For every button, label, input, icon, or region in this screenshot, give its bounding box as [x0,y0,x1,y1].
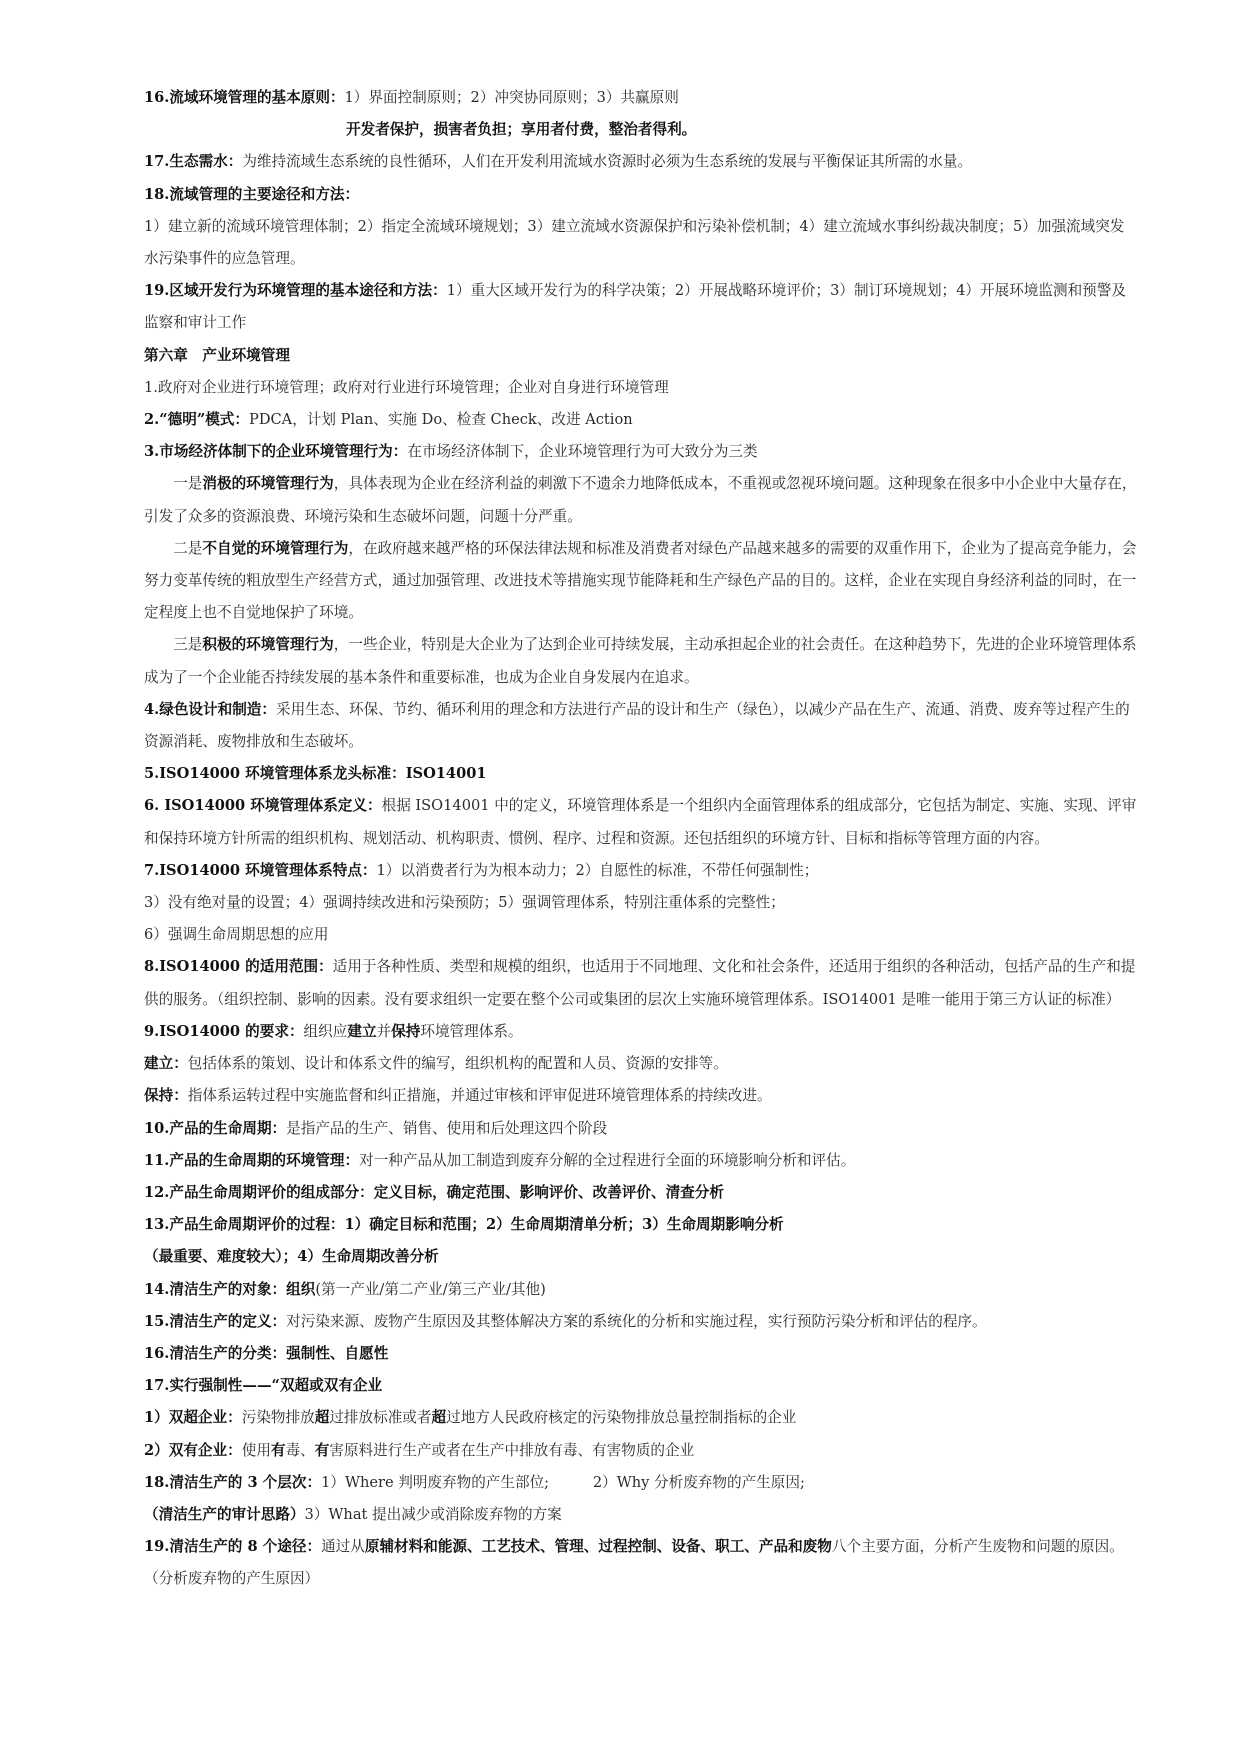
ch6-item-18-text: 1）Where 判明废弃物的产生部位; 2）Why 分析废弃物的产生原因; [321,1473,805,1491]
ch6-item-6-text: 根据 ISO14001 中的定义，环境管理体系是一个组织内全面管理体系的组成部分，它包括为制定、实施、实现、评审和保持环境方针所需的组织机构、规划活动、机构职责、惯例、程序、过程和资源。还包括组织的环境方针、目标和指标等管理方面的内容。 [144,797,1137,847]
ch6-item-10-life-cycle [144,1113,1138,1145]
double-exceed-label: 1）双超企业： [144,1409,242,1427]
iso-features-text-3: 6）强调生命周期思想的应用 [144,926,329,944]
ch6-item-12-heading: 12.产品生命周期评价的组成部分：定义目标，确定范围、影响评价、改善评价、清查分析 [144,1183,724,1201]
ch6-item-17-mandatory [144,1370,1138,1402]
ch6-item-10-heading: 10.产品的生命周期： [144,1119,287,1137]
ch6-item-1 [144,372,1138,404]
double-exceed-bold-1: 超 [314,1409,330,1427]
cp-audit-approach [144,1499,1138,1531]
ch6-item-12-lca-components [144,1177,1138,1209]
heading-17: 17.生态需水： [144,153,243,171]
req-text-2: 并 [376,1022,392,1040]
chapter-heading: 第六章 产业环境管理 [144,346,290,364]
ch6-item-18-cp-levels [144,1467,1138,1499]
ch6-item-15-heading: 15.清洁生产的定义： [144,1312,287,1330]
ch6-item-3-behaviour [144,436,1138,468]
section-18-basin-methods [144,179,1138,211]
cp-audit-label: （清洁生产的审计思路） [144,1505,305,1523]
unconscious-text: ，在政府越来越严格的环保法律法规和标准及消费者对绿色产品越来越多的需要的双重作用下，企业为了提高竞争能力，会努力变革传统的粗放型生产经营方式，通过加强管理、改进技术等措施实现节能降耗和生产绿色产品的目的。这样，企业在实现自身经济利益的同时，在一定程度上也不自觉地保护了环境。 [144,539,1137,622]
ch6-item-7-iso-features [144,855,1138,887]
ch6-item-2-heading: 2.“德明”模式： [144,411,249,429]
double-toxic-text-2: 毒、 [285,1441,315,1459]
heading-19: 19.区域开发行为环境管理的基本途径和方法： [144,282,447,300]
section-19-regional-dev [144,275,1138,339]
principle-slogan [144,114,1138,146]
ch6-item-11-lifecycle-mgmt [144,1145,1138,1177]
text-16: 1）界面控制原则；2）冲突协同原则；3）共赢原则 [344,89,679,106]
active-text: ，一些企业，特别是大企业为了达到企业可持续发展，主动承担起企业的社会责任。在这种趋势下，先进的企业环境管理体系成为了一个企业能否持续发展的基本条件和重要标准，也成为企业自身发展内在追求。 [144,636,1137,686]
double-exceed-enterprise [144,1402,1138,1434]
passive-text: ，具体表现为企业在经济利益的刺激下不遗余力地降低成本，不重视或忽视环境问题。这种现象在很多中小企业中大量存在，引发了众多的资源浪费、环境污染和生态破坏问题，问题十分严重。 [144,475,1137,525]
lca-process-continued [144,1241,1138,1273]
ch6-item-16-cp-types [144,1338,1138,1370]
ch6-item-3-text: 在市场经济体制下，企业环境管理行为可大致分为三类 [407,443,758,461]
ch6-item-14-cp-object [144,1274,1138,1306]
iso-features-line-3 [144,919,1138,951]
iso-features-line-2 [144,887,1138,919]
heading-16: 16.流域环境管理的基本原则： [144,89,345,106]
passive-term: 消极的环境管理行为 [202,475,334,493]
ch6-item-2-deming [144,404,1138,436]
double-toxic-bold-2: 有 [314,1441,330,1459]
document-page [144,82,1138,1596]
double-exceed-text-3: 过地方人民政府核定的污染物排放总量控制指标的企业 [446,1409,797,1427]
establish-text: 包括体系的策划、设计和体系文件的编写，组织机构的配置和人员、资源的安排等。 [187,1055,728,1073]
ch6-item-15-text: 对污染来源、废物产生原因及其整体解决方案的系统化的分析和实施过程，实行预防污染分析和评估的程序。 [286,1312,987,1330]
ch6-item-4-green-design [144,694,1138,758]
cp-routes-bold: 原辅材料和能源、工艺技术、管理、过程控制、设备、职工、产品和废物 [364,1538,832,1556]
establish-definition [144,1048,1138,1080]
double-exceed-text-2: 过排放标准或者 [329,1409,432,1427]
ch6-item-8-heading: 8.ISO14000 的适用范围： [144,958,333,976]
text-19: 1）重大区域开发行为的科学决策；2）开展战略环境评价；3）制订环境规划；4）开展环境监测和预警及监察和审计工作 [144,282,1126,332]
behaviour-active [144,629,1138,693]
behaviour-passive [144,468,1138,532]
ch6-item-19-heading: 19.清洁生产的 8 个途径： [144,1538,322,1556]
iso-features-text-2: 3）没有绝对量的设置；4）强调持续改进和污染预防；5）强调管理体系，特别注重体系的完整性； [144,894,785,912]
ch6-item-4-text: 采用生态、环保、节约、循环利用的理念和方法进行产品的设计和生产（绿色），以减少产品在生产、流通、消费、废弃等过程产生的资源消耗、废物排放和生态破坏。 [144,700,1130,751]
unconscious-term: 不自觉的环境管理行为 [202,539,349,557]
ch6-item-8-iso-scope [144,951,1138,1015]
ch6-item-1-text: 1.政府对企业进行环境管理；政府对行业进行环境管理；企业对自身进行环境管理 [144,378,669,396]
heading-18: 18.流域管理的主要途径和方法： [144,185,360,203]
ch6-item-13-lca-process [144,1209,1138,1241]
ch6-item-5-iso-standard [144,758,1138,790]
cp-routes-text-1: 通过从 [321,1538,365,1556]
ch6-item-3-heading: 3.市场经济体制下的企业环境管理行为： [144,443,408,461]
unconscious-prefix: 二是 [173,539,203,557]
double-exceed-text-1: 污染物排放 [241,1409,315,1427]
maintain-label: 保持： [144,1087,188,1105]
text-17: 为维持流域生态系统的良性循环，人们在开发利用流域水资源时必须为生态系统的发展与平衡保证其所需的水量。 [242,153,973,171]
req-text-3: 环境管理体系。 [420,1022,523,1040]
ch6-item-19-cp-routes [144,1531,1138,1595]
section-17-eco-water [144,146,1138,178]
double-toxic-label: 2）双有企业： [144,1441,242,1459]
ch6-item-7-heading: 7.ISO14000 环境管理体系特点： [144,861,377,879]
double-toxic-enterprise [144,1435,1138,1467]
ch6-item-7-text: 1）以消费者行为为根本动力；2）自愿性的标准，不带任何强制性； [376,861,819,879]
req-bold-establish: 建立 [347,1022,377,1040]
passive-prefix: 一是 [173,475,203,493]
section-16-basin-principles [144,82,1138,114]
section-18-items [144,211,1138,275]
maintain-definition [144,1080,1138,1112]
lca-process-cont-text: （最重要、难度较大）；4）生命周期改善分析 [144,1248,439,1266]
ch6-item-4-heading: 4.绿色设计和制造： [144,700,276,718]
double-toxic-text-1: 使用 [241,1441,271,1459]
req-text-1: 组织应 [303,1022,348,1040]
maintain-text: 指体系运转过程中实施监督和纠正措施，并通过审核和评审促进环境管理体系的持续改进。 [187,1087,772,1105]
cp-audit-text: 3）What 提出减少或消除废弃物的方案 [304,1505,562,1523]
ch6-item-16-heading: 16.清洁生产的分类：强制性、自愿性 [144,1344,389,1362]
chapter-6-title [144,340,1138,372]
ch6-item-11-text: 对一种产品从加工制造到废弃分解的全过程进行全面的环境影响分析和评估。 [359,1151,856,1169]
req-bold-maintain: 保持 [391,1022,421,1040]
double-exceed-bold-2: 超 [431,1409,447,1427]
ch6-item-9-iso-requirements [144,1016,1138,1048]
ch6-item-18-heading: 18.清洁生产的 3 个层次： [144,1473,322,1491]
behaviour-unconscious [144,533,1138,630]
ch6-item-6-heading: 6. ISO14000 环境管理体系定义： [144,797,382,815]
ch6-item-14-heading: 14.清洁生产的对象：组织 [144,1280,316,1298]
ch6-item-11-heading: 11.产品的生命周期的环境管理： [144,1151,360,1169]
double-toxic-text-3: 害原料进行生产或者在生产中排放有毒、有害物质的企业 [329,1441,695,1459]
ch6-item-17-heading: 17.实行强制性——“双超或双有企业 [144,1377,383,1395]
ch6-item-10-text: 是指产品的生产、销售、使用和后处理这四个阶段 [286,1119,608,1137]
ch6-item-5-heading: 5.ISO14000 环境管理体系龙头标准：ISO14001 [144,765,487,783]
slogan-text: 开发者保护，损害者负担；享用者付费，整治者得利。 [346,121,697,139]
ch6-item-6-iso-definition [144,790,1138,854]
ch6-item-9-heading: 9.ISO14000 的要求： [144,1022,304,1040]
establish-label: 建立： [144,1055,188,1073]
active-term: 积极的环境管理行为 [202,636,334,654]
text-18: 1）建立新的流域环境管理体制；2）指定全流域环境规划；3）建立流域水资源保护和污染补偿机制；4）建立流域水事纠纷裁决制度；5）加强流域突发水污染事件的应急管理。 [144,217,1125,268]
ch6-item-8-text: 适用于各种性质、类型和规模的组织，也适用于不同地理、文化和社会条件，还适用于组织的各种活动，包括产品的生产和提供的服务。（组织控制、影响的因素。没有要求组织一定要在整个公司或集团的层次上实施环境管理体系。ISO14001 是唯一能用于第三方认证的标准） [144,958,1136,1008]
ch6-item-2-text: PDCA，计划 Plan、实施 Do、检查 Check、改进 Action [249,411,633,429]
ch6-item-14-text: (第一产业/第二产业/第三产业/其他) [315,1280,546,1298]
cp-routes-text-2: 八个主要方面，分析产生废物和问题的原因。（分析废弃物的产生原因） [144,1538,1124,1588]
ch6-item-13-heading: 13.产品生命周期评价的过程：1）确定目标和范围；2）生命周期清单分析；3）生命周期影响分析 [144,1216,784,1234]
ch6-item-15-cp-definition [144,1306,1138,1338]
double-toxic-bold-1: 有 [270,1441,286,1459]
active-prefix: 三是 [173,636,203,654]
